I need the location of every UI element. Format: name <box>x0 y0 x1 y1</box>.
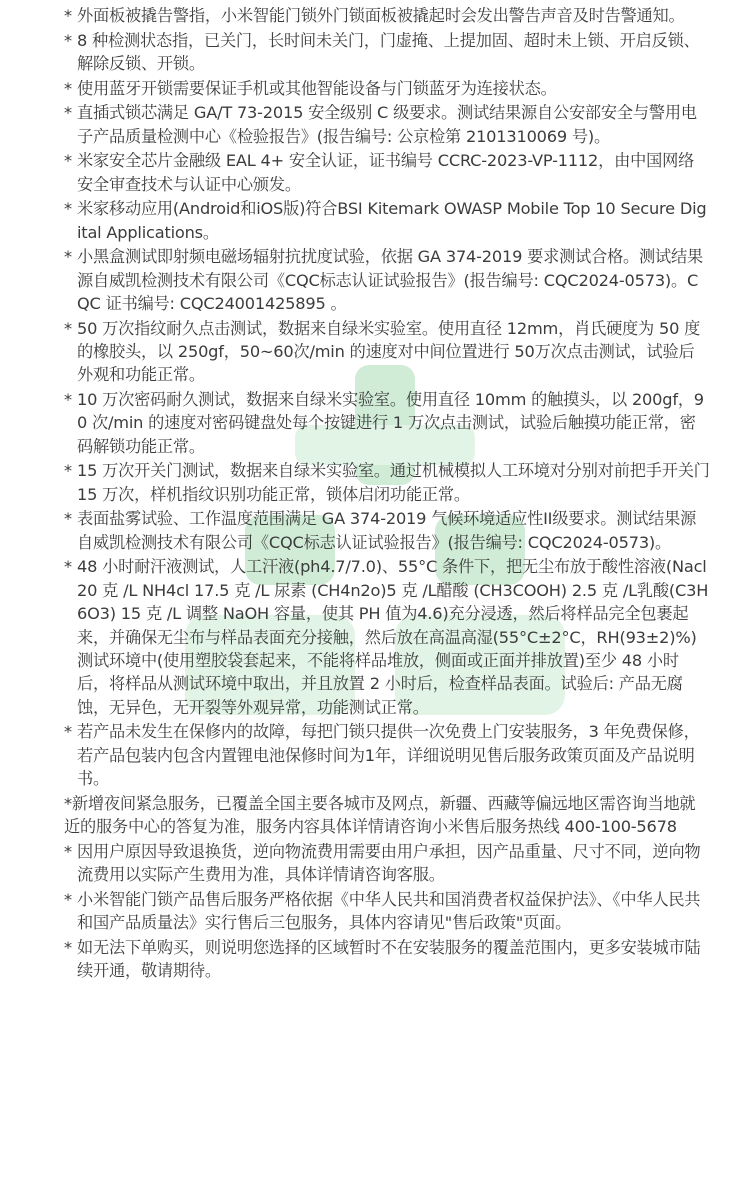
note-text: 10 万次密码耐久测试，数据来自绿米实验室。使用直径 10mm 的触摸头，以 200gf，90 次/min 的速度对密码键盘处每个按键进行 1 万次点击测试，试验后触摸功能正常，密码解锁功能正常。 <box>77 390 704 456</box>
bullet-marker: * <box>64 390 72 409</box>
note-night-service <box>64 792 710 839</box>
bullet-marker: * <box>64 247 72 267</box>
note-security-chip <box>64 149 710 196</box>
note-mobile-app <box>64 197 710 244</box>
note-text: 如无法下单购买，则说明您选择的区域暂时不在安装服务的覆盖范围内，更多安装城市陆续开通，敬请期待。 <box>77 937 701 981</box>
note-text: 50 万次指纹耐久点击测试，数据来自绿米实验室。使用直径 12mm，肖氏硬度为 50 度的橡胶头，以 250gf，50~60次/min 的速度对中间位置进行 50万次点击测试，试验后外观和功能正常。 <box>77 318 701 385</box>
note-text: 米家移动应用(Android和iOS版)符合BSI Kitemark OWASP Mobile Top 10 Secure Digital Applications。 <box>77 199 707 242</box>
note-text: 48 小时耐汗液测试，人工汗液(ph4.7/7.0)、55°C 条件下，把无尘布放于酸性溶液(Nacl 20 克 /L NH4cl 17.5 克 /L 尿素 (CH4n2o)5 克 /L醋酸 (CH3COOH) 2.5 克 /L乳酸(C3H6O3) 15 克 /L 调整 NaOH 容量，使其 PH 值为4.6)充分浸透，然后将样品完全包裹起来，并确保无尘布与样品表面充分接触，然后放在高温高湿(55°C±2°C，RH(93±2)%)测试环境中(使用塑胶袋套起来，不能将样品堆放，侧面或正面并排放置)至少 48 小时后，将样品从测试环境中取出，并且放置 2 小时后，检查样品表面。试验后: 产品无腐蚀，无异色，无开裂等外观异常，功能测试正常。 <box>77 557 709 717</box>
note-text: 小黑盒测试即射频电磁场辐射抗扰度试验，依据 GA 374-2019 要求测试合格。测试结果源自威凯检测技术有限公司《CQC标志认证试验报告》(报告编号: CQC2024-0573)。CQC 证书编号: CQC24001425895 。 <box>77 247 703 313</box>
note-door-cycle-test <box>64 459 710 506</box>
note-text: 使用蓝牙开锁需要保证手机或其他智能设备与门锁蓝牙为连接状态。 <box>77 78 557 98</box>
note-text: 米家安全芯片金融级 EAL 4+ 安全认证，证书编号 CCRC-2023-VP-1112，由中国网络安全审查技术与认证中心颁发。 <box>77 151 695 194</box>
note-bluetooth-unlock <box>64 77 710 100</box>
bullet-marker: * <box>64 103 72 123</box>
note-warranty <box>64 720 710 790</box>
note-text: 直插式锁芯满足 GA/T 73-2015 安全级别 C 级要求。测试结果源自公安部安全与警用电子产品质量检测中心《检验报告》(报告编号: 公京检第 2101310069 号)。 <box>77 103 697 146</box>
note-text: 外面板被撬告警指，小米智能门锁外门锁面板被撬起时会发出警告声音及时告警通知。 <box>77 6 685 25</box>
note-door-states <box>64 29 710 76</box>
note-tamper-alarm <box>64 4 710 27</box>
bullet-marker: * <box>64 461 72 481</box>
note-emc-test <box>64 245 710 315</box>
bullet-marker: * <box>64 889 72 909</box>
note-service-coverage <box>64 936 710 983</box>
note-after-sales-law <box>64 888 710 935</box>
note-text: 新增夜间紧急服务，已覆盖全国主要各城市及网点，新疆、西藏等偏远地区需咨询当地就近的服务中心的答复为准，服务内容具体详情请咨询小米售后服务热线 400-100-5678 <box>64 793 696 837</box>
bullet-marker: * <box>64 151 72 171</box>
note-text: 若产品未发生在保修内的故障，每把门锁只提供一次免费上门安装服务，3 年免费保修，若产品包装内包含内置锂电池保修时间为1年，详细说明见售后服务政策页面及产品说明书。 <box>77 722 700 789</box>
note-keypad-durability <box>64 388 710 458</box>
note-fingerprint-durability <box>64 317 710 387</box>
bullet-marker: * <box>64 841 72 861</box>
bullet-marker: * <box>64 793 72 813</box>
note-lock-cylinder <box>64 101 710 148</box>
note-return-shipping <box>64 840 710 887</box>
bullet-marker: * <box>64 199 72 219</box>
note-text: 表面盐雾试验、工作温度范围满足 GA 374-2019 气候环境适应性II级要求。测试结果源自威凯检测技术有限公司《CQC标志认证试验报告》(报告编号: CQC2024-0573)。 <box>77 509 697 552</box>
note-text: 因用户原因导致退换货，逆向物流费用需要由用户承担，因产品重量、尺寸不同，逆向物流费用以实际产生费用为准，具体详情请咨询客服。 <box>77 841 701 885</box>
bullet-marker: * <box>64 937 72 957</box>
bullet-marker: * <box>64 30 72 50</box>
note-text: 8 种检测状态指，已关门，长时间未关门，门虚掩、上提加固、超时未上锁、开启反锁、解除反锁、开锁。 <box>77 30 700 73</box>
bullet-marker: * <box>64 78 72 98</box>
note-salt-spray <box>64 507 710 554</box>
note-sweat-test <box>64 555 710 719</box>
notes-list <box>64 4 710 983</box>
note-text: 15 万次开关门测试，数据来自绿米实验室。通过机械模拟人工环境对分别对前把手开关门 15 万次，样机指纹识别功能正常，锁体启闭功能正常。 <box>77 461 710 504</box>
bullet-marker: * <box>64 6 72 25</box>
bullet-marker: * <box>64 318 72 338</box>
bullet-marker: * <box>64 509 72 529</box>
bullet-marker: * <box>64 557 72 577</box>
bullet-marker: * <box>64 722 72 742</box>
note-text: 小米智能门锁产品售后服务严格依据《中华人民共和国消费者权益保护法》、《中华人民共和国产品质量法》实行售后三包服务，具体内容请见"售后政策"页面。 <box>77 889 701 933</box>
